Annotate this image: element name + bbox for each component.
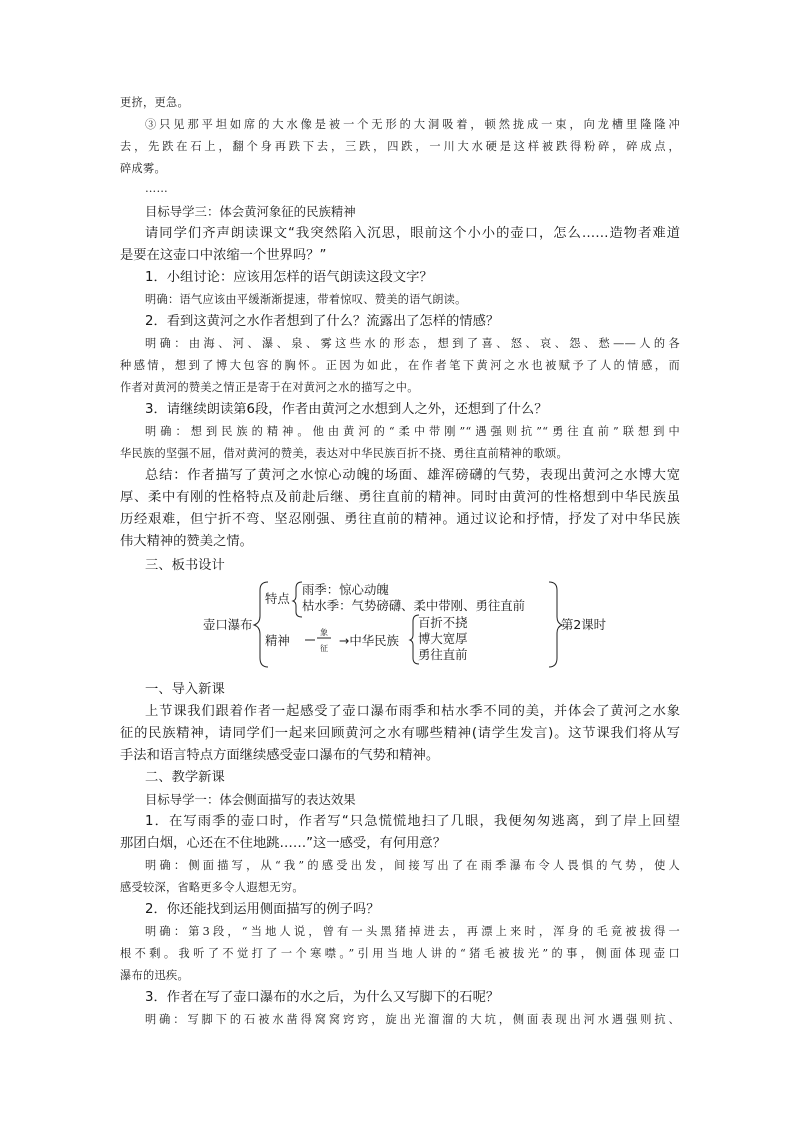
text-line: 去，先跌在石上，翻个身再跌下去，三跌，四跌，一川大水硬是这样被跌得粉碎，碎成点， [120,140,680,153]
text-line: 请同学们齐声朗读课文“我突然陷入沉思，眼前这个小小的壶口，怎么……造物者难道 [145,226,680,241]
question: 1．小组讨论：应该用怎样的语气朗读这段文字？ [145,270,433,285]
board-nation: →中华民族 [339,633,399,648]
text-line: 手法和语言特点方面继续感受壶口瀑布的气势和精神。 [120,748,440,763]
text-line: 伟大精神的赞美之情。 [120,534,253,549]
section-heading: 一、导入新课 [145,682,225,697]
answer: 明确：想到民族的精神。他由黄河的“柔中带刚”“遇强则抗”“勇往直前”联想到中 [145,425,680,438]
board-spirit-3: 勇往直前 [418,647,468,662]
question: 3．请继续朗读第6段，作者由黄河之水想到人之外，还想到了什么？ [145,402,548,417]
board-feature-1: 雨季：惊心动魄 [302,582,389,597]
board-lesson: 第2课时 [561,617,607,632]
answer: 明确：第3段，“当地人说，曾有一头黑猪掉进去，再漂上来时，浑身的毛竟被拔得一 [145,925,680,938]
summary: 总结：作者描写了黄河之水惊心动魄的场面、雄浑磅礴的气势，表现出黄河之水博大宽 [145,468,680,483]
text-line: 根不剩。我听了不觉打了一个寒噤。”引用当地人讲的“猪毛被拔光”的事，侧面体现壶口 [120,947,680,960]
text-line: 碎成雾。 [120,162,166,175]
text-line: 华民族的坚强不屈，借对黄河的赞美，表达对中华民族百折不挠、勇往直前精神的歌颂。 [120,447,569,460]
board-title: 壶口瀑布 [203,617,253,632]
question: 2．看到这黄河之水作者想到了什么？流露出了怎样的情感？ [145,314,500,329]
question: 1．在写雨季的壶口时，作者写“只急慌慌地扫了几眼，我便匆匆逃离，到了岸上回望 [145,814,680,829]
board-feature-label: 特点 [265,591,290,606]
text-line: 是要在这壶口中浓缩一个世界吗？” [120,248,327,263]
text-line: 征的民族精神，请同学们一起来回顾黄河之水有哪些精神(请学生发言)。这节课我们将从写 [120,726,680,741]
text-line: 上节课我们跟着作者一起感受了壶口瀑布雨季和枯水季不同的美，并体会了黄河之水象 [145,704,680,719]
board-symbol-top: 象 [320,628,328,637]
answer: 明确：侧面描写，从“我”的感受出发，间接写出了在雨季瀑布令人畏惧的气势，使人 [145,859,680,872]
text-line: 作者对黄河的赞美之情正是寄于在对黄河之水的描写之中。 [120,381,419,394]
text-line: 感受较深，省略更多令人遐想无穷。 [120,881,304,894]
text-line: 那团白烟，心还在不住地跳……”这一感受，有何用意？ [120,836,447,851]
question: 3．作者在写了壶口瀑布的水之后，为什么又写脚下的石呢？ [145,990,500,1005]
brace-feature [293,582,302,617]
section-heading: 二、教学新课 [145,770,225,785]
board-feature-2: 枯水季：气势磅礴、柔中带刚、勇往直前 [302,598,526,613]
board-spirit-label: 精神 [265,633,290,648]
section-heading: 目标导学一：体会侧面描写的表达效果 [145,792,356,807]
text-line: …… [145,182,168,195]
section-heading: 三、板书设计 [145,558,225,573]
board-symbol-bottom: 征 [320,644,328,653]
text-line: 瀑布的迅疾。 [120,969,189,982]
text-line: ③只见那平坦如席的大水像是被一个无形的大洞吸着，顿然拢成一束，向龙槽里隆隆冲 [145,118,680,131]
text-line: 种感情，想到了博大包容的胸怀。正因为如此，在作者笔下黄河之水也被赋予了人的情感，而 [120,359,680,372]
board-spirit-1: 百折不挠 [418,615,468,630]
answer: 明确：写脚下的石被水凿得窝窝窍窍，旋出光溜溜的大坑，侧面表现出河水遇强则抗、 [145,1013,680,1026]
text-line: 更挤，更急。 [120,96,189,109]
text-line: 历经艰难，但宁折不弯、坚忍刚强、勇往直前的精神。通过议论和抒情，抒发了对中华民族 [120,512,680,527]
board-spirit-2: 博大宽厚 [418,631,468,646]
question: 2．你还能找到运用侧面描写的例子吗？ [145,902,380,917]
text-line: 厚、柔中有刚的性格特点及前赴后继、勇往直前的精神。同时由黄河的性格想到中华民族虽 [120,490,680,505]
answer: 明确：语气应该由平缓渐渐提速，带着惊叹、赞美的语气朗读。 [145,293,467,306]
answer: 明确：由海、河、瀑、泉、雾这些水的形态，想到了喜、怒、哀、怨、愁——人的各 [145,337,680,350]
section-heading: 目标导学三：体会黄河象征的民族精神 [145,204,356,219]
